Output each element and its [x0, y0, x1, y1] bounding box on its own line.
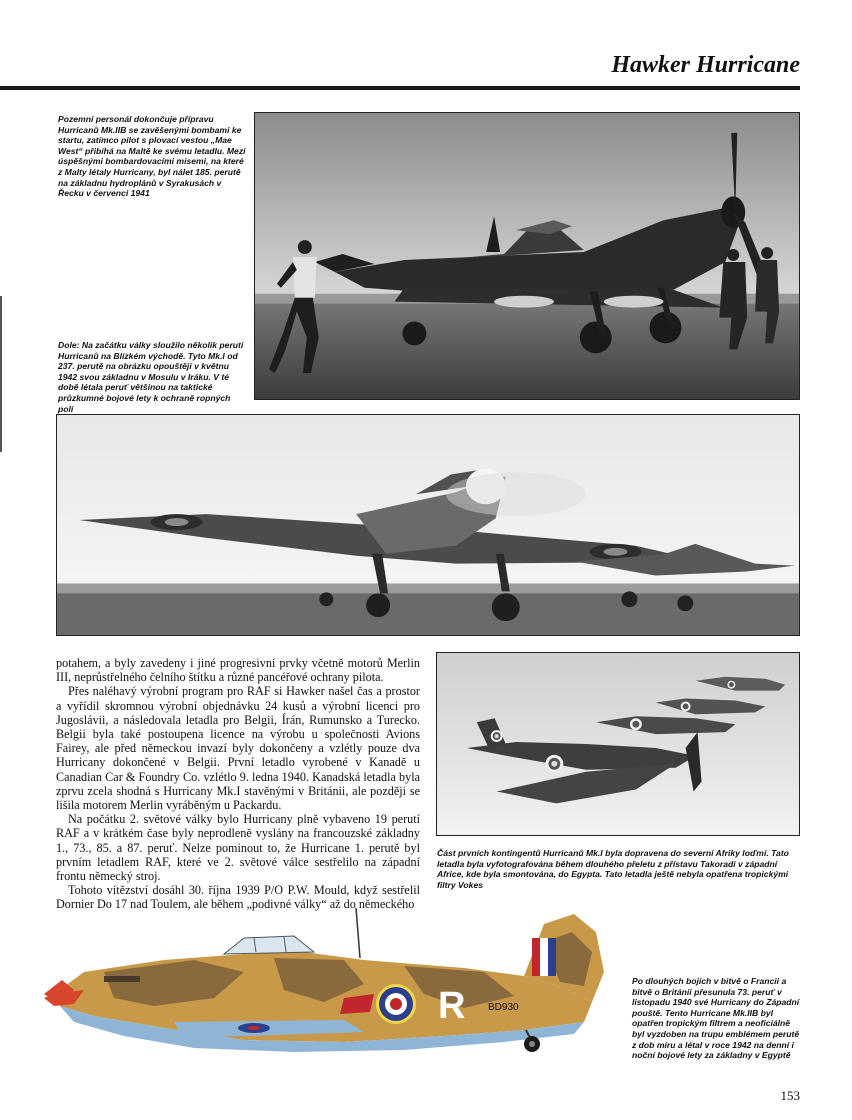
body-paragraph-2: Přes naléhavý výrobní program pro RAF si Hawker našel čas a prostor a vyřídil skromnou výrobní objednávku 24 kusů a výrobní licenci pro Jugoslávii, a následovala letadla pro Belgii, Írán, Rumunsko a Turecko. Belgii byla také postoupena licence na výrobu u společnosti Avions Fairey, ale před německou invazí byly dokončeny a vzlétly pouze dva Hurricany dokončené v Belgii. První letadlo vyrobené v Kanadě u Canadian Car & Foundry Co. vzlétlo 9. ledna 1940. Kanadská letadla byla zprvu zcela shodná s Hurricany Mk.I stavěnými v Británii, ale později se lišila motorem Merlin vyráběným u Packardu. — [56, 684, 420, 813]
title-rule — [0, 86, 800, 90]
profile-code-letter: R — [438, 985, 466, 1027]
photo-formation-flight — [436, 652, 800, 836]
body-paragraph-3: Na počátku 2. světové války bylo Hurricany plně vybaveno 19 perutí RAF a v krátkém čase byly neprodleně vyslány na francouzské základny 1., 73., 85. a 87. peruť. Nelze pominout to, že Hurricane 1. perutě byl prvním letadlem RAF, které ve 2. světové válce sestřelilo na západní frontu německý stroj. — [56, 812, 420, 884]
body-text — [56, 656, 420, 912]
caption-middle-photo: Dole: Na začátku války sloužilo několik perutí Hurricanů na Blízkém východě. Tyto Mk.I od 237. perutě na obrázku opouštějí v květnu 1942 svou základnu v Mosulu v Iráku. V té době létala peruť většinou na taktické průzkumné bojové lety k ochraně ropných polí — [58, 340, 244, 414]
body-paragraph-4: Tohoto vítězství dosáhl 30. října 1939 P/O P.W. Mould, když sestřelil Dornier Do 17 nad Toulem, ale během „podivné války“ až do německého — [56, 883, 420, 912]
caption-profile: Po dlouhých bojích v bitvě o Francii a bitvě o Británii přesunula 73. peruť v listopadu 1940 své Hurricany do Západní pouště. Tento Hurricane Mk.IIB byl opatřen tropickým filtrem a neoficiálně byl vyzdoben na trupu emblémem perutě z dob míru a létal v roce 1942 na denní i noční bojové lety za základny v Egyptě — [632, 976, 800, 1061]
page-title: Hawker Hurricane — [611, 52, 800, 78]
body-paragraph-1: potahem, a byly zavedeny i jiné progresivní prvky včetně motorů Merlin III, neprůstřelného čelního štítku a různé pancéřové ochrany pilota. — [56, 656, 420, 685]
aircraft-profile-illustration — [44, 902, 614, 1070]
page-number: 153 — [780, 1088, 800, 1103]
caption-top-photo: Pozemní personál dokončuje přípravu Hurricanů Mk.IIB se zavěšenými bombami ke startu, zatímco pilot s plovací vestou „Mae West“ přibíhá na Maltě ke svému letadlu. Mezi úspěšnými bombardovacími misemi, na které z Malty létaly Hurricany, byl nálet 185. perutě na základnu hydroplánů v Syrakusách v Řecku v červenci 1941 — [58, 114, 246, 199]
photo-hurricanes-takeoff — [56, 414, 800, 636]
caption-formation-photo: Část prvních kontingentů Hurricanů Mk.I byla dopravena do severní Afriky loďmi. Tato letadla byla vyfotografována během dlouhého přeletu z přístavu Takoradi v západní Africe, kde byla smontována, do Egypta. Tato letadla ještě nebyla opatřena tropickými filtry Vokes — [437, 848, 789, 890]
edge-mark — [0, 296, 2, 452]
photo-malta-ground-crew — [254, 112, 800, 400]
profile-serial: BD930 — [488, 1002, 519, 1013]
